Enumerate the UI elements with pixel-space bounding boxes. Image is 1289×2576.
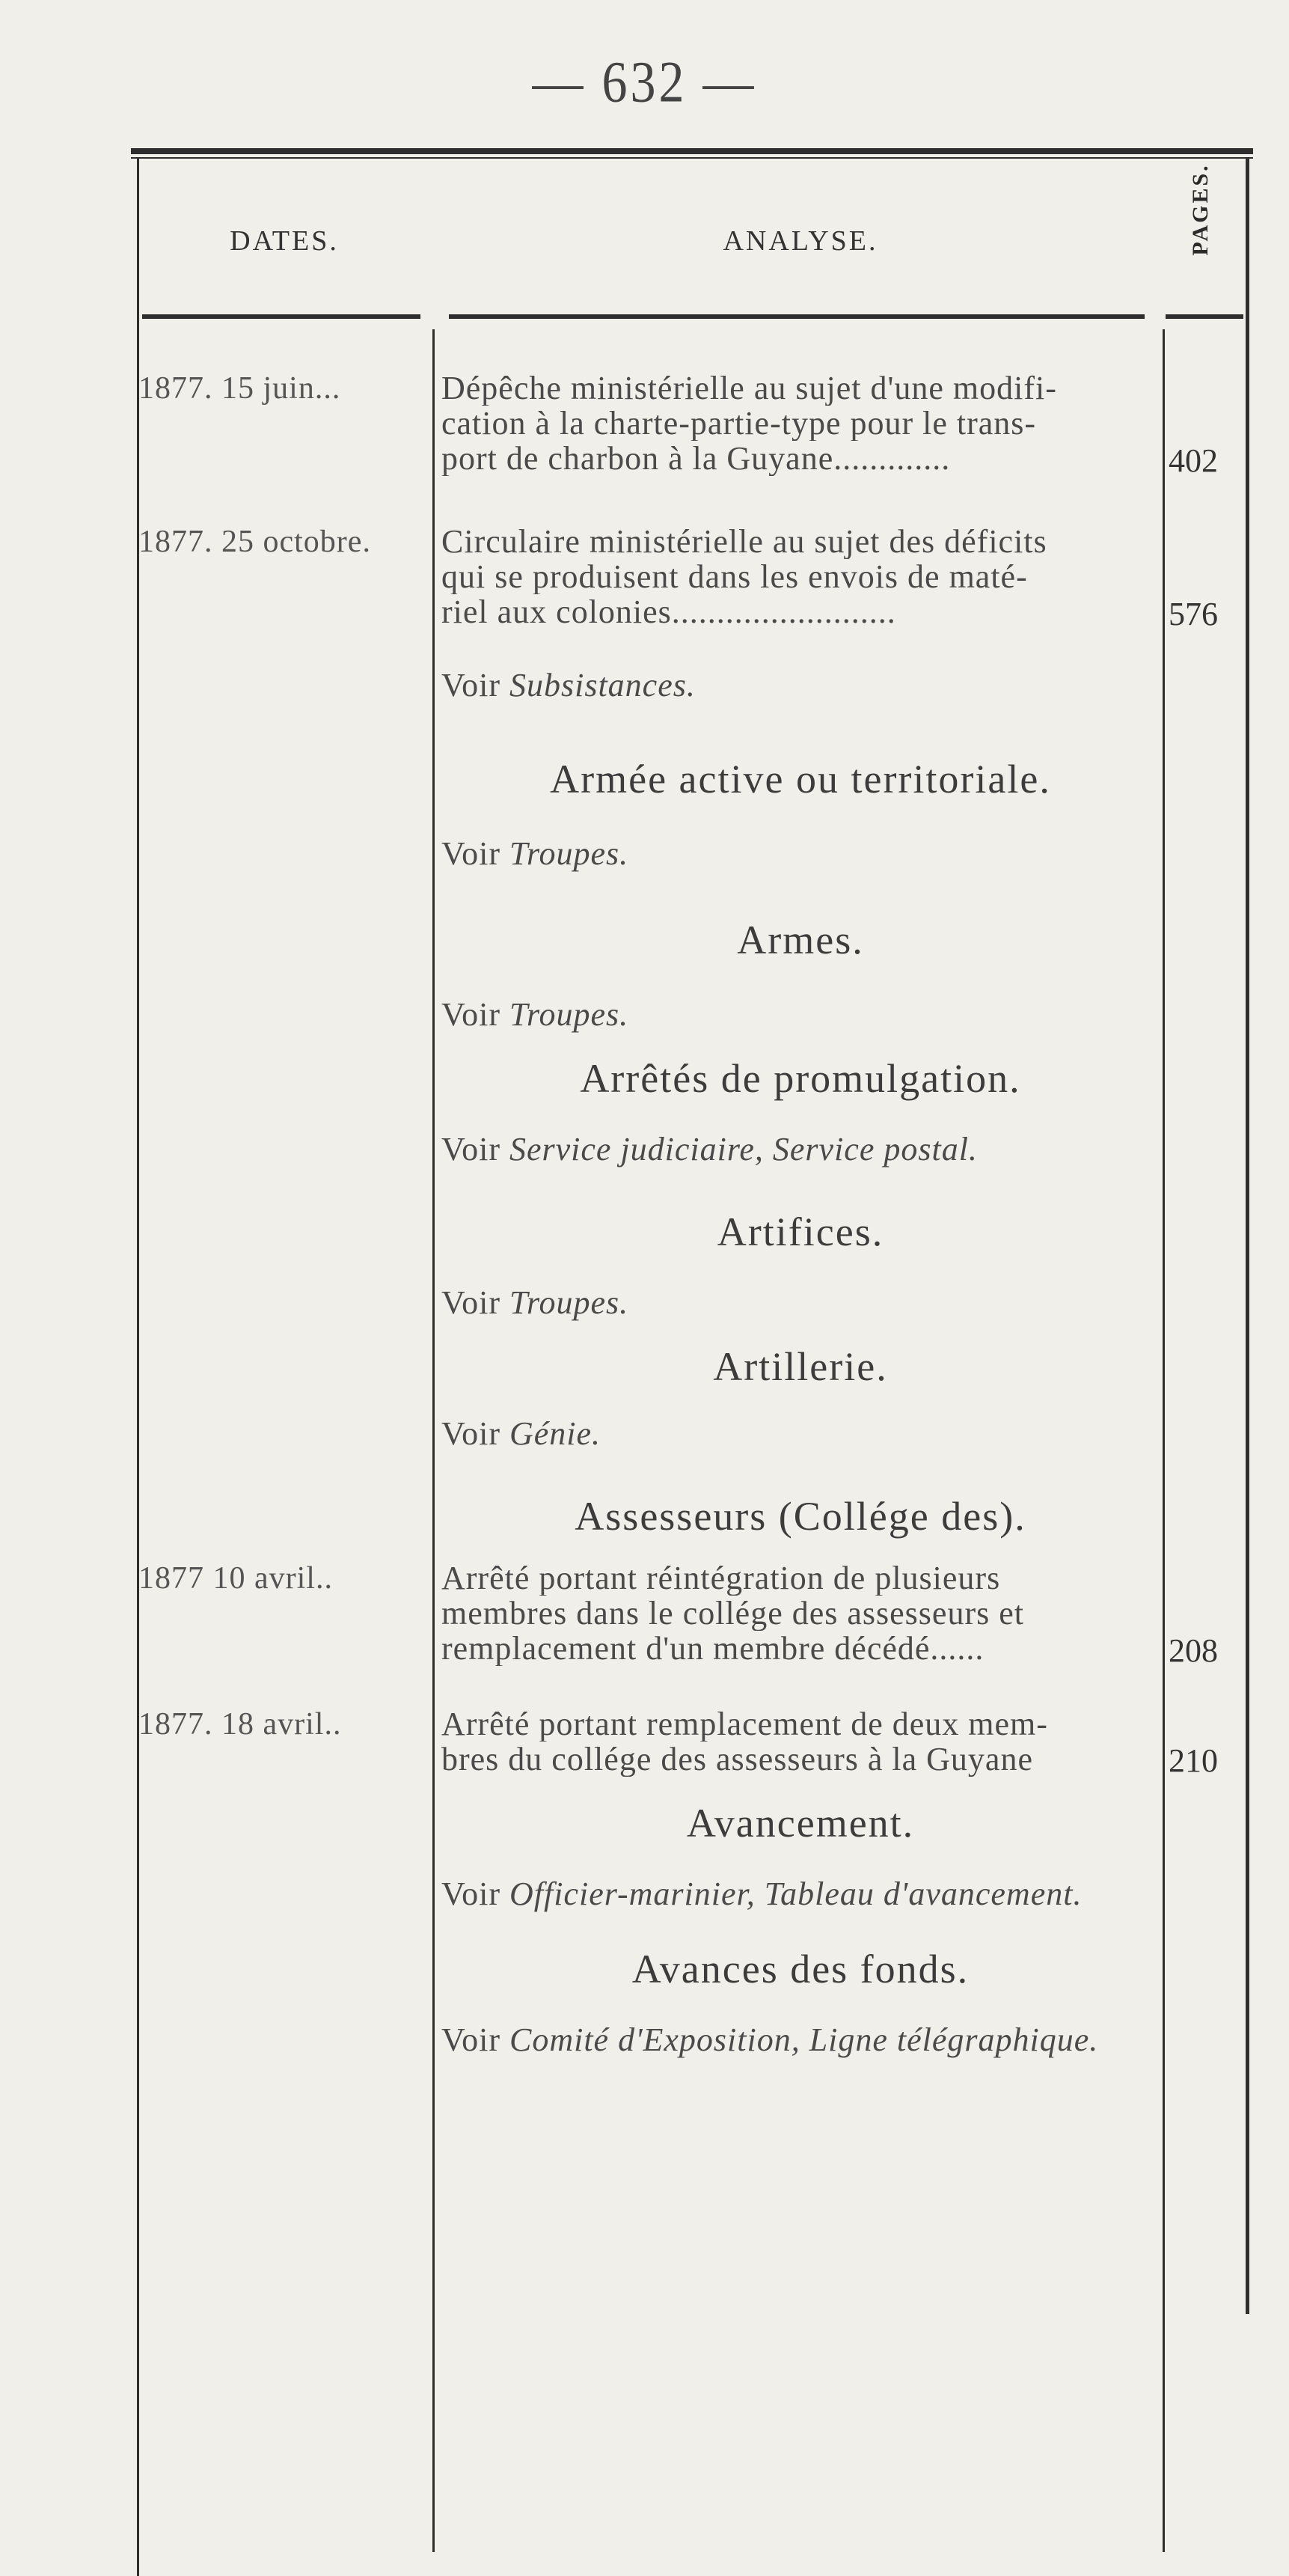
entry-line: Arrêté portant remplacement de deux mem- — [441, 1706, 1048, 1742]
entry-date: 1877. 18 avril.. — [138, 1707, 342, 1742]
section-heading: Arrêtés de promulgation. — [580, 1056, 1021, 1101]
right-border — [1246, 159, 1249, 2314]
see-reference: Voir Génie. — [441, 1415, 601, 1452]
entry-line: remplacement d'un membre décédé...... — [441, 1631, 985, 1666]
entry-line: Dépêche ministérielle au sujet d'une modifi- — [441, 370, 1057, 406]
section-heading: Assesseurs (Collége des). — [575, 1494, 1026, 1539]
header-rule-pages — [1166, 314, 1243, 319]
section-heading: Artifices. — [717, 1209, 884, 1254]
see-reference: Voir Comité d'Exposition, Ligne télégraphique. — [441, 2021, 1099, 2058]
see-reference: Voir Officier-marinier, Tableau d'avancement. — [441, 1875, 1083, 1912]
section-heading: Avances des fonds. — [631, 1947, 970, 1991]
see-reference: Voir Troupes. — [441, 1284, 629, 1321]
top-rule-thin — [131, 157, 1253, 159]
left-border — [137, 159, 139, 2576]
see-reference: Voir Service judiciaire, Service postal. — [441, 1131, 978, 1168]
entry-page: 208 — [1169, 1632, 1218, 1669]
entry-analysis — [441, 524, 1160, 629]
section-heading: Artillerie. — [713, 1344, 888, 1389]
entry-analysis — [441, 1706, 1160, 1777]
entry-date: 1877. 25 octobre. — [138, 525, 371, 559]
entry-line: cation à la charte-partie-type pour le trans- — [441, 406, 1037, 441]
entry-analysis — [441, 370, 1160, 476]
entry-line: membres dans le collége des assesseurs et — [441, 1596, 1024, 1631]
section-heading: Armée active ou territoriale. — [550, 757, 1051, 802]
section-heading: Avancement. — [686, 1801, 915, 1846]
entry-page: 210 — [1169, 1742, 1218, 1779]
see-reference: Voir Subsistances. — [441, 667, 696, 703]
top-rule — [131, 148, 1253, 154]
section-heading: Armes. — [737, 918, 864, 962]
entry-analysis — [441, 1560, 1160, 1666]
entry-date: 1877. 15 juin... — [138, 371, 341, 406]
entry-page: 576 — [1169, 596, 1218, 632]
column-divider-dates — [432, 329, 435, 2552]
header-pages: PAGES. — [1188, 163, 1213, 256]
see-reference: Voir Troupes. — [441, 835, 629, 872]
header-dates: DATES. — [230, 225, 339, 257]
header-rule-analyse — [449, 314, 1145, 319]
header-rule-dates — [142, 314, 420, 319]
header-analyse: ANALYSE. — [723, 225, 878, 257]
see-reference: Voir Troupes. — [441, 996, 629, 1033]
entry-line: Arrêté portant réintégration de plusieurs — [441, 1560, 1001, 1596]
entry-date: 1877 10 avril.. — [138, 1561, 333, 1596]
entry-line: qui se produisent dans les envois de maté- — [441, 559, 1028, 594]
column-divider-pages — [1163, 329, 1165, 2552]
entry-page: 402 — [1169, 442, 1218, 479]
entry-line: riel aux colonies......................... — [441, 594, 896, 629]
entry-line: Circulaire ministérielle au sujet des déficits — [441, 524, 1047, 559]
page-number: — 632 — — [532, 49, 757, 115]
entry-line: port de charbon à la Guyane............. — [441, 441, 951, 476]
entry-line: bres du collége des assesseurs à la Guyane — [441, 1742, 1033, 1777]
